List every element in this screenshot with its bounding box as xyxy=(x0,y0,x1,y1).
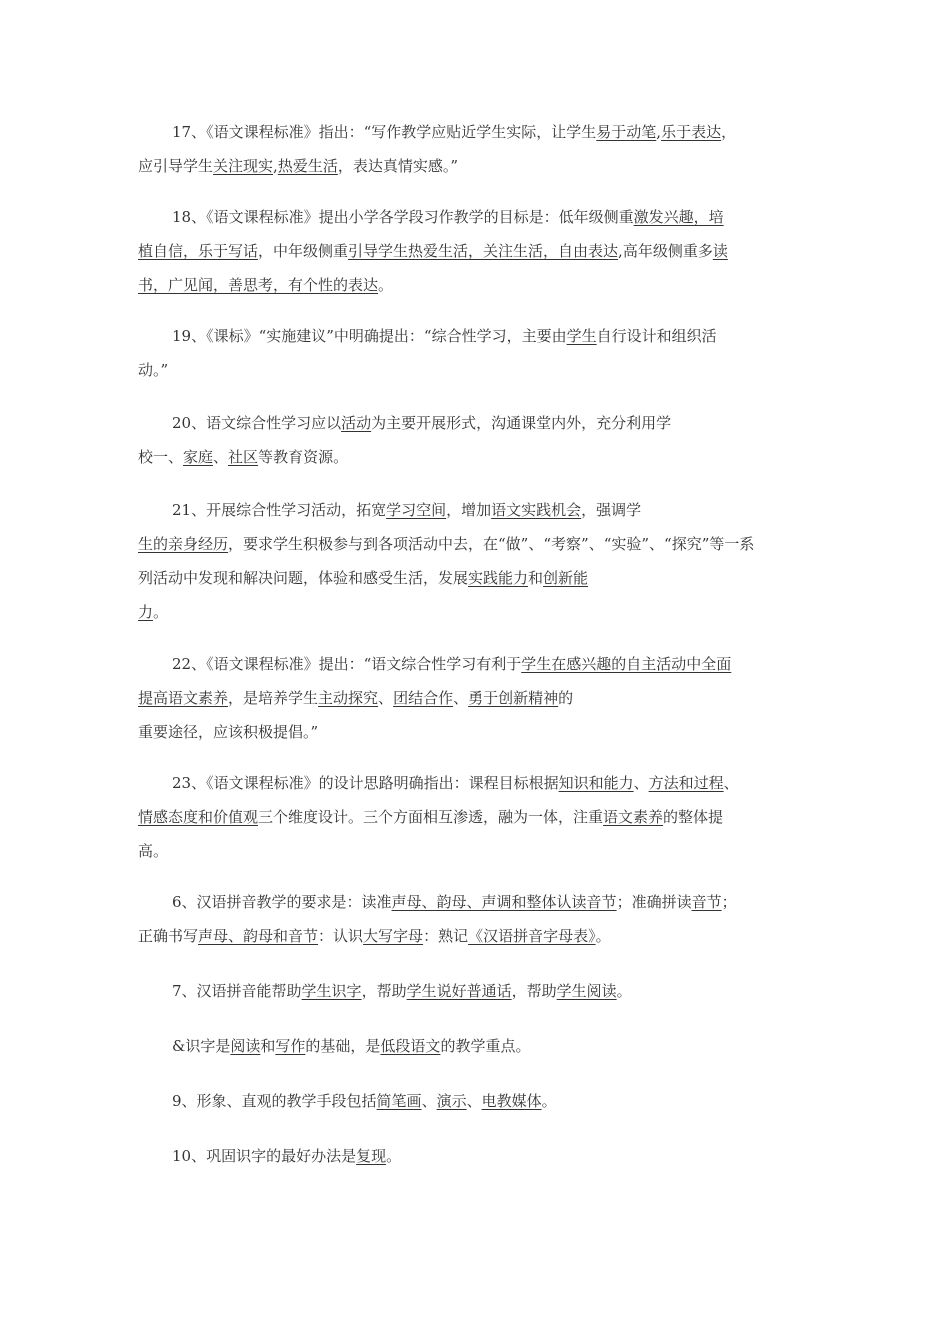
underlined-answer: 情感态度和价值观 xyxy=(138,808,259,826)
underlined-answer: 学生 xyxy=(566,327,597,345)
text-run: ,高年级侧重多 xyxy=(618,242,713,260)
text-run: 自行设计和组织活 xyxy=(596,327,717,345)
text-run: 正确书写 xyxy=(138,927,199,945)
underlined-answer: 实践能力 xyxy=(468,569,529,587)
text-line xyxy=(138,156,458,176)
text-run: &识字是 xyxy=(172,1037,231,1055)
text-run: 应引导学生 xyxy=(138,157,214,175)
underlined-answer: 书，广见闻，善思考，有个性的表达 xyxy=(138,276,379,294)
underlined-answer: 力 xyxy=(138,603,154,621)
underlined-answer: 学生识字 xyxy=(301,982,362,1000)
text-run: ，帮助 xyxy=(511,982,557,1000)
text-run: 校一、 xyxy=(138,448,184,466)
item-8 xyxy=(138,1036,818,1070)
text-run: 高。 xyxy=(138,842,169,860)
underlined-answer: 语文素养 xyxy=(603,808,664,826)
text-run: 、 xyxy=(421,1092,437,1110)
text-line xyxy=(172,1036,530,1056)
text-run: 9、形象、直观的教学手段包括 xyxy=(172,1092,377,1110)
underlined-answer: 《汉语拼音字母表》 xyxy=(468,927,596,945)
item-21 xyxy=(138,500,818,636)
text-line xyxy=(138,602,168,622)
text-run: 6、汉语拼音教学的要求是：读准 xyxy=(172,893,392,911)
text-run: 和 xyxy=(528,569,544,587)
text-line xyxy=(138,447,348,467)
text-line xyxy=(138,926,611,946)
text-line xyxy=(172,981,632,1001)
underlined-answer: 演示 xyxy=(436,1092,467,1110)
text-run: ；准确拼读 xyxy=(616,893,692,911)
text-run: 23、《语文课程标准》的设计思路明确指出：课程目标根据 xyxy=(172,774,559,792)
text-run: 为主要开展形式，沟通课堂内外，充分利用学 xyxy=(371,414,672,432)
item-6 xyxy=(138,892,818,960)
text-run: 的基础，是 xyxy=(305,1037,381,1055)
underlined-answer: 提高语文素养 xyxy=(138,689,229,707)
item-20 xyxy=(138,413,818,481)
text-line xyxy=(172,773,739,793)
text-run: 。 xyxy=(616,982,632,1000)
item-10 xyxy=(138,1146,818,1180)
text-line xyxy=(172,892,737,912)
text-run: 20、语文综合性学习应以 xyxy=(172,414,342,432)
text-run: 7、汉语拼音能帮助 xyxy=(172,982,302,1000)
underlined-answer: 知识和能力 xyxy=(558,774,634,792)
text-run: 。 xyxy=(153,603,169,621)
underlined-answer: 易于动笔 xyxy=(596,123,657,141)
item-9 xyxy=(138,1091,818,1125)
underlined-answer: 勇于创新精神 xyxy=(468,689,559,707)
underlined-answer: 简笔画 xyxy=(376,1092,422,1110)
item-17 xyxy=(138,122,818,190)
text-run: ：熟记 xyxy=(423,927,469,945)
text-run: 18、《语文课程标准》提出小学各学段习作教学的目标是：低年级侧重 xyxy=(172,208,634,226)
text-line xyxy=(172,1146,401,1166)
text-run: 、 xyxy=(453,689,469,707)
underlined-answer: 声母、韵母和音节 xyxy=(198,927,319,945)
text-run: 的教学重点。 xyxy=(440,1037,531,1055)
text-line xyxy=(172,413,671,433)
text-line xyxy=(138,807,723,827)
underlined-answer: 低段语文 xyxy=(380,1037,441,1055)
underlined-answer: 引导学生热爱生活，关注生活，自由表达 xyxy=(348,242,619,260)
text-run: 、 xyxy=(213,448,229,466)
text-run: ：认识 xyxy=(318,927,364,945)
underlined-answer: 阅读 xyxy=(230,1037,261,1055)
underlined-answer: 学生阅读 xyxy=(556,982,617,1000)
text-line xyxy=(172,500,641,520)
text-run: 22、《语文课程标准》提出：“语文综合性学习有利于 xyxy=(172,655,522,673)
text-run: 动。” xyxy=(138,361,169,379)
underlined-answer: 社区 xyxy=(228,448,259,466)
text-run: 21、开展综合性学习活动，拓宽 xyxy=(172,501,387,519)
underlined-answer: 学生说好普通话 xyxy=(406,982,512,1000)
item-23 xyxy=(138,773,818,875)
text-line xyxy=(138,722,318,742)
text-line xyxy=(138,568,588,588)
item-18 xyxy=(138,207,818,309)
text-line xyxy=(138,360,168,380)
text-run: ，强调学 xyxy=(581,501,642,519)
text-run: 。 xyxy=(541,1092,557,1110)
text-run: 19、《课标》“实施建议”中明确提出：“综合性学习，主要由 xyxy=(172,327,567,345)
underlined-answer: 大写字母 xyxy=(363,927,424,945)
text-run: 重要途径，应该积极提倡。” xyxy=(138,723,319,741)
item-7 xyxy=(138,981,818,1015)
item-19 xyxy=(138,326,818,394)
underlined-answer: 热爱生活 xyxy=(277,157,338,175)
text-run: 的 xyxy=(558,689,574,707)
text-line xyxy=(172,326,717,346)
underlined-answer: 复现 xyxy=(356,1147,387,1165)
text-run: 。 xyxy=(386,1147,402,1165)
underlined-answer: 学习空间 xyxy=(386,501,447,519)
text-line xyxy=(172,1091,557,1111)
text-run: ，中年级侧重 xyxy=(258,242,349,260)
text-run: ， xyxy=(721,123,737,141)
text-run: ，是培养学生 xyxy=(228,689,319,707)
text-line xyxy=(138,841,168,861)
text-run: ，增加 xyxy=(446,501,492,519)
text-run: 。 xyxy=(595,927,611,945)
text-line xyxy=(138,275,393,295)
text-line xyxy=(138,241,728,261)
text-run: , xyxy=(273,157,278,175)
text-run: ，要求学生积极参与到各项活动中去，在“做”、“考察”、“实验”、“探究”等一系 xyxy=(228,535,755,553)
text-run: ，帮助 xyxy=(361,982,407,1000)
item-22 xyxy=(138,654,818,756)
underlined-answer: 音节 xyxy=(691,893,722,911)
text-run: 、 xyxy=(466,1092,482,1110)
text-run: 10、巩固识字的最好办法是 xyxy=(172,1147,357,1165)
underlined-answer: 方法和过程 xyxy=(648,774,724,792)
text-run: 。 xyxy=(378,276,394,294)
underlined-answer: 乐于表达 xyxy=(661,123,722,141)
text-run: 、 xyxy=(633,774,649,792)
underlined-answer: 创新能 xyxy=(543,569,589,587)
text-line xyxy=(172,122,736,142)
underlined-answer: 读 xyxy=(712,242,728,260)
underlined-answer: 团结合作 xyxy=(393,689,454,707)
text-run: 等教育资源。 xyxy=(258,448,349,466)
text-run: 列活动中发现和解决问题，体验和感受生活，发展 xyxy=(138,569,469,587)
text-run: 17、《语文课程标准》指出：“写作教学应贴近学生实际，让学生 xyxy=(172,123,597,141)
underlined-answer: 活动 xyxy=(341,414,372,432)
text-run: 、 xyxy=(378,689,394,707)
text-line xyxy=(172,207,724,227)
underlined-answer: 植自信，乐于写话 xyxy=(138,242,259,260)
underlined-answer: 写作 xyxy=(275,1037,306,1055)
text-run: 和 xyxy=(260,1037,276,1055)
text-run: 三个维度设计。三个方面相互渗透，融为一体，注重 xyxy=(258,808,604,826)
text-run: 的整体提 xyxy=(663,808,724,826)
text-line xyxy=(138,688,573,708)
text-run: ； xyxy=(721,893,737,911)
underlined-answer: 学生在感兴趣的自主活动中全面 xyxy=(521,655,732,673)
text-line xyxy=(138,534,754,554)
text-run: ，表达真情实感。” xyxy=(337,157,458,175)
underlined-answer: 电教媒体 xyxy=(481,1092,542,1110)
text-line xyxy=(172,654,731,674)
underlined-answer: 生的亲身经历 xyxy=(138,535,229,553)
text-run: , xyxy=(656,123,662,141)
underlined-answer: 主动探究 xyxy=(318,689,379,707)
underlined-answer: 关注现实 xyxy=(213,157,274,175)
underlined-answer: 语文实践机会 xyxy=(491,501,582,519)
underlined-answer: 声母、韵母、声调和整体认读音节 xyxy=(391,893,617,911)
underlined-answer: 激发兴趣，培 xyxy=(633,208,724,226)
text-run: 、 xyxy=(723,774,739,792)
underlined-answer: 家庭 xyxy=(183,448,214,466)
